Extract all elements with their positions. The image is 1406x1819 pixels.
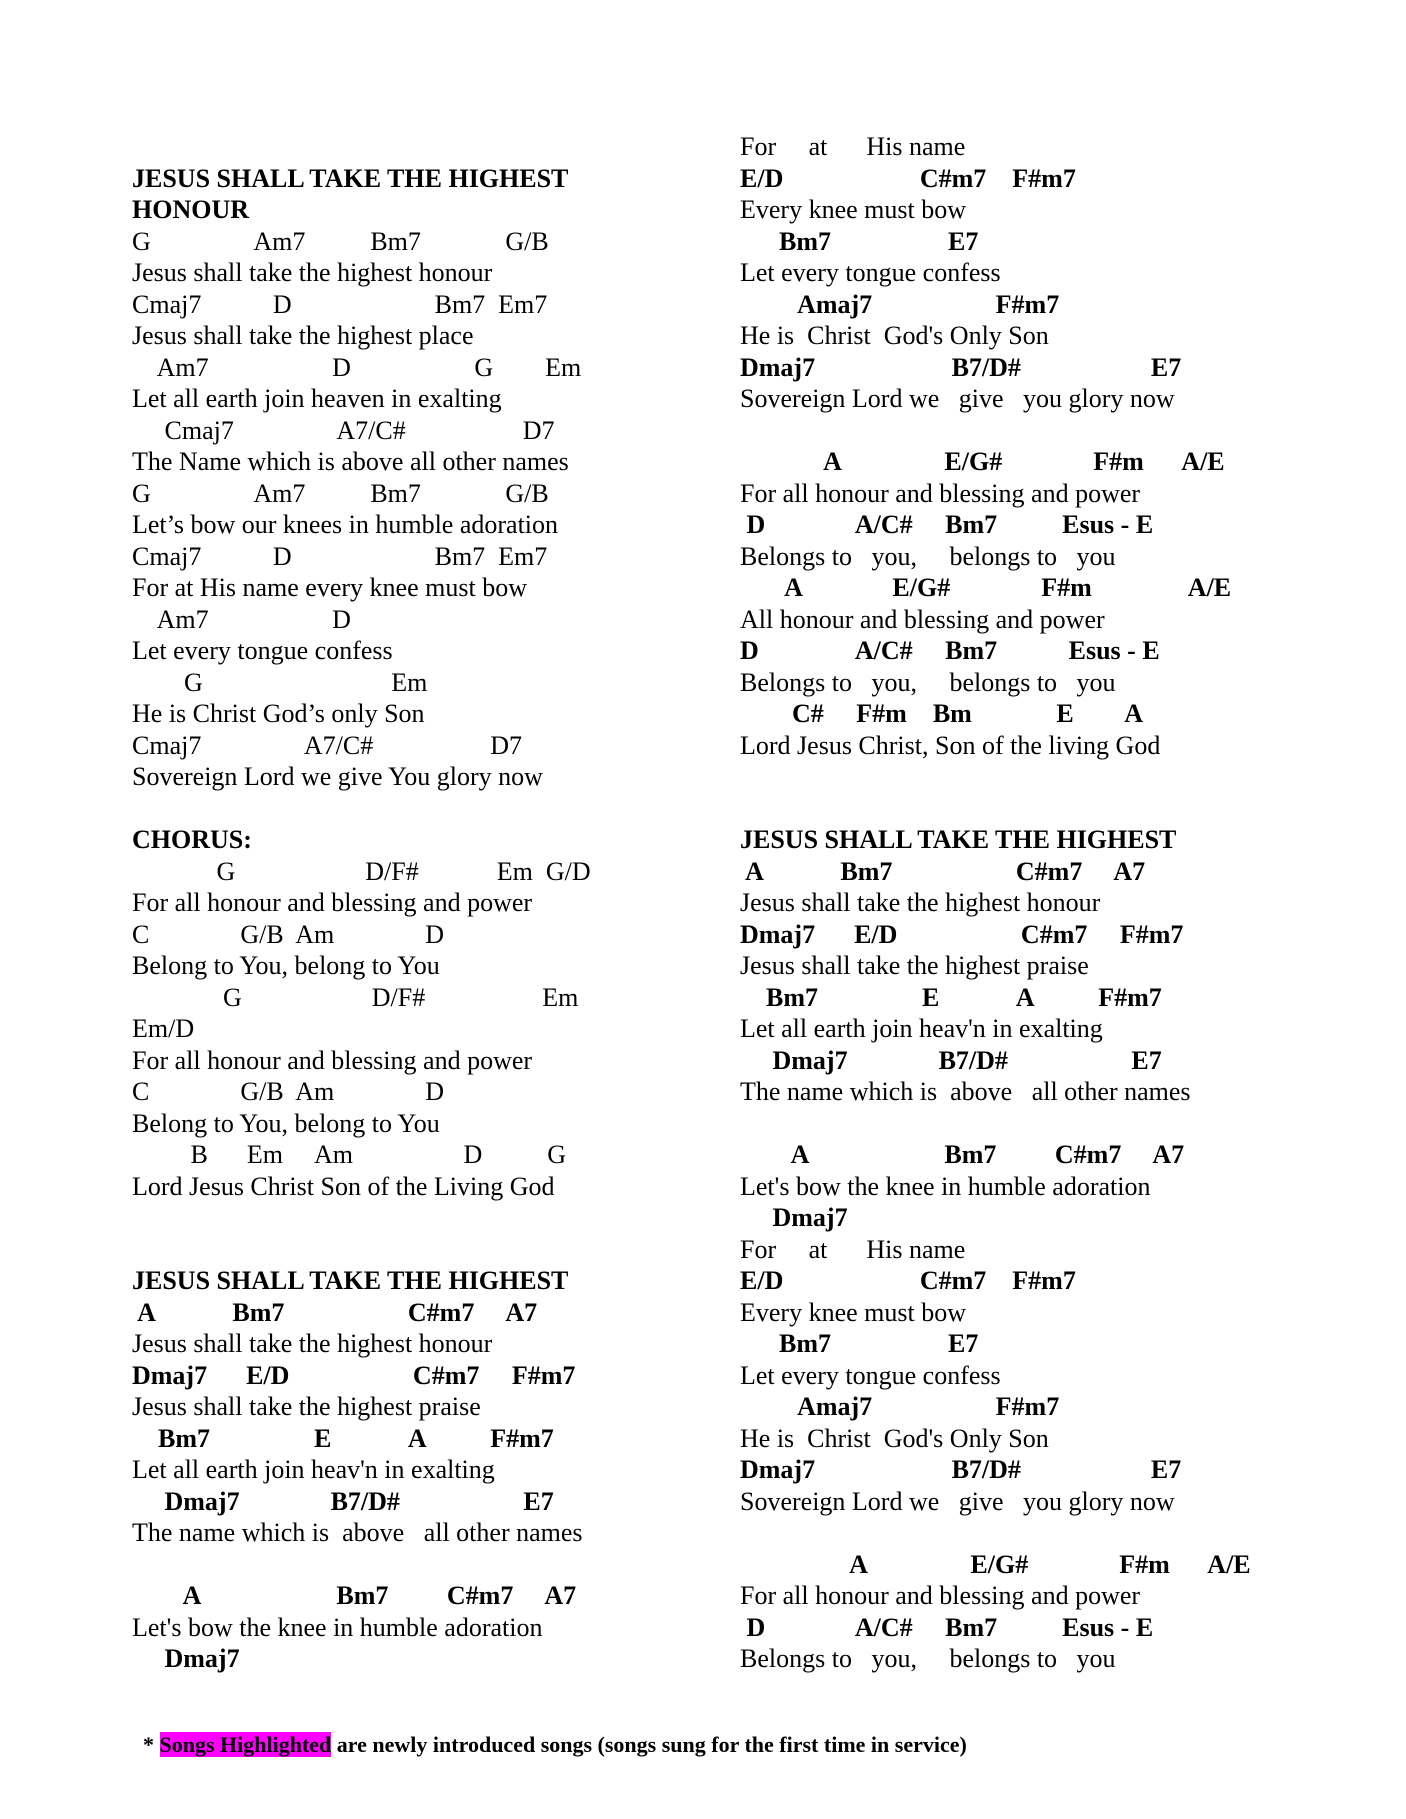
right-column	[740, 131, 1380, 1675]
chord-or-heading-line: Bm7 E7	[740, 226, 979, 256]
lyric-line: Let's bow the knee in humble adoration	[740, 1171, 1151, 1201]
chord-or-heading-line: A Bm7 C#m7 A7	[740, 856, 1146, 886]
chord-or-heading-line: A E/G# F#m A/E	[740, 573, 1232, 602]
lyric-line: Cmaj7 D Bm7 Em7	[132, 541, 548, 571]
lyric-line: He is Christ God's Only Son	[740, 321, 1049, 350]
chord-or-heading-line: Dmaj7 E/D C#m7 F#m7	[740, 919, 1184, 949]
lyric-line: Jesus shall take the highest place	[132, 321, 474, 350]
lyric-line: C G/B Am D	[132, 919, 445, 949]
lyric-line: Let every tongue confess	[740, 1360, 1001, 1390]
lyric-line: Let’s bow our knees in humble adoration	[132, 510, 559, 539]
chord-or-heading-line: D A/C# Bm7 Esus - E	[740, 1612, 1154, 1642]
lyric-line: Let all earth join heaven in exalting	[132, 384, 502, 413]
blank-line	[132, 1202, 692, 1234]
lyric-line: Sovereign Lord we give you glory now	[740, 1486, 1175, 1516]
lyric-line: B Em Am D G	[132, 1140, 567, 1169]
lyric-line: Jesus shall take the highest praise	[132, 1392, 481, 1421]
lyric-line: For all honour and blessing and power	[132, 1045, 533, 1075]
chord-or-heading-line: Dmaj7 B7/D# E7	[740, 352, 1182, 382]
lyric-line: Jesus shall take the highest honour	[132, 258, 493, 287]
blank-line	[132, 793, 692, 825]
blank-line	[740, 1108, 1380, 1140]
lyric-line: Belong to You, belong to You	[132, 1108, 440, 1138]
lyric-line: Am7 D G Em	[132, 352, 582, 382]
chord-or-heading-line: A Bm7 C#m7 A7	[132, 1297, 538, 1327]
lyric-line: Belongs to you, belongs to you	[740, 1644, 1116, 1673]
lyric-line: For at His name every knee must bow	[132, 573, 527, 602]
lyric-line: He is Christ God’s only Son	[132, 699, 425, 728]
blank-line	[132, 1234, 692, 1266]
lyric-line: The name which is above all other names	[132, 1518, 583, 1547]
lyric-line: Let every tongue confess	[132, 636, 393, 665]
lyric-line: Belong to You, belong to You	[132, 951, 440, 980]
blank-line	[132, 1549, 692, 1581]
lyric-line: Let every tongue confess	[740, 258, 1001, 287]
footer-prefix: *	[143, 1732, 160, 1757]
chord-or-heading-line: JESUS SHALL TAKE THE HIGHEST	[740, 825, 1177, 854]
lyric-line: G Am7 Bm7 G/B	[132, 226, 549, 256]
lyric-line: For at His name	[740, 132, 966, 161]
lyric-line: Sovereign Lord we give You glory now	[132, 762, 543, 791]
chord-or-heading-line: A E/G# F#m A/E	[740, 1549, 1251, 1579]
chord-or-heading-line: Amaj7 F#m7	[740, 1392, 1060, 1421]
chord-or-heading-line: CHORUS:	[132, 825, 252, 854]
chord-or-heading-line: JESUS SHALL TAKE THE HIGHEST	[132, 163, 569, 193]
chord-or-heading-line: D A/C# Bm7 Esus - E	[740, 636, 1160, 665]
chord-or-heading-line: Dmaj7 B7/D# E7	[740, 1455, 1182, 1484]
chord-or-heading-line: A E/G# F#m A/E	[740, 447, 1225, 476]
chord-or-heading-line: E/D C#m7 F#m7	[740, 163, 1076, 193]
chord-or-heading-line: E/D C#m7 F#m7	[740, 1266, 1076, 1295]
lyric-line: Jesus shall take the highest honour	[740, 888, 1101, 917]
lyric-line: The name which is above all other names	[740, 1077, 1191, 1106]
lyric-line: Cmaj7 D Bm7 Em7	[132, 289, 548, 319]
footer-highlight: Songs Highlighted	[159, 1732, 332, 1757]
lyric-line: Lord Jesus Christ Son of the Living God	[132, 1171, 555, 1201]
lyric-line: C G/B Am D	[132, 1077, 445, 1106]
chord-or-heading-line: HONOUR	[132, 195, 249, 224]
lyric-line: For all honour and blessing and power	[132, 888, 533, 917]
lyric-line: For all honour and blessing and power	[740, 1581, 1141, 1610]
chord-or-heading-line: Amaj7 F#m7	[740, 289, 1060, 319]
left-column	[132, 131, 692, 1675]
blank-line	[740, 793, 1380, 825]
chord-or-heading-line: A Bm7 C#m7 A7	[132, 1581, 577, 1610]
lyric-line: Am7 D	[132, 604, 351, 634]
lyric-line: For all honour and blessing and power	[740, 478, 1141, 508]
blank-line	[132, 131, 692, 163]
lyric-line: The Name which is above all other names	[132, 447, 569, 476]
chord-or-heading-line: Bm7 E7	[740, 1329, 979, 1358]
footer-note	[132, 1700, 967, 1757]
lyric-line: G Em	[132, 667, 428, 697]
chord-or-heading-line: Bm7 E A F#m7	[132, 1423, 554, 1453]
chord-or-heading-line: Dmaj7 B7/D# E7	[132, 1486, 554, 1516]
chord-or-heading-line: C# F#m Bm E A	[740, 699, 1143, 728]
footer-rest: are newly introduced songs (songs sung for the first time in service)	[331, 1732, 967, 1757]
chord-or-heading-line: Dmaj7	[740, 1203, 848, 1232]
lyric-line: Cmaj7 A7/C# D7	[132, 415, 555, 445]
lyric-line: G D/F# Em	[132, 982, 579, 1012]
lyric-line: Jesus shall take the highest praise	[740, 951, 1089, 980]
lyric-line: Sovereign Lord we give you glory now	[740, 384, 1175, 413]
lyric-line: Cmaj7 A7/C# D7	[132, 730, 523, 760]
lyric-line: For at His name	[740, 1234, 966, 1264]
chord-or-heading-line: D A/C# Bm7 Esus - E	[740, 510, 1154, 539]
chord-or-heading-line: Bm7 E A F#m7	[740, 982, 1162, 1012]
blank-line	[740, 415, 1380, 447]
lyric-line: G D/F# Em G/D	[132, 856, 591, 886]
lyric-line: Lord Jesus Christ, Son of the living God	[740, 730, 1161, 760]
lyric-line: Every knee must bow	[740, 1297, 967, 1327]
lyric-line: G Am7 Bm7 G/B	[132, 478, 549, 508]
chord-or-heading-line: Dmaj7 B7/D# E7	[740, 1045, 1162, 1075]
chord-or-heading-line: A Bm7 C#m7 A7	[740, 1140, 1185, 1169]
lyric-line: Belongs to you, belongs to you	[740, 667, 1116, 697]
lyric-line: Let all earth join heav'n in exalting	[132, 1455, 495, 1484]
chord-or-heading-line: Dmaj7	[132, 1644, 240, 1673]
lyric-line: Jesus shall take the highest honour	[132, 1329, 493, 1358]
lyric-line: Belongs to you, belongs to you	[740, 541, 1116, 571]
lyric-line: Let all earth join heav'n in exalting	[740, 1014, 1103, 1043]
blank-line	[740, 761, 1380, 793]
chord-or-heading-line: JESUS SHALL TAKE THE HIGHEST	[132, 1266, 569, 1295]
lyric-line: All honour and blessing and power	[740, 604, 1105, 634]
lyric-line: He is Christ God's Only Son	[740, 1423, 1049, 1453]
blank-line	[740, 1517, 1380, 1549]
lyric-line: Let's bow the knee in humble adoration	[132, 1612, 543, 1642]
lyric-line: Every knee must bow	[740, 195, 967, 224]
chord-or-heading-line: Dmaj7 E/D C#m7 F#m7	[132, 1360, 576, 1390]
lyric-line: Em/D	[132, 1014, 195, 1043]
